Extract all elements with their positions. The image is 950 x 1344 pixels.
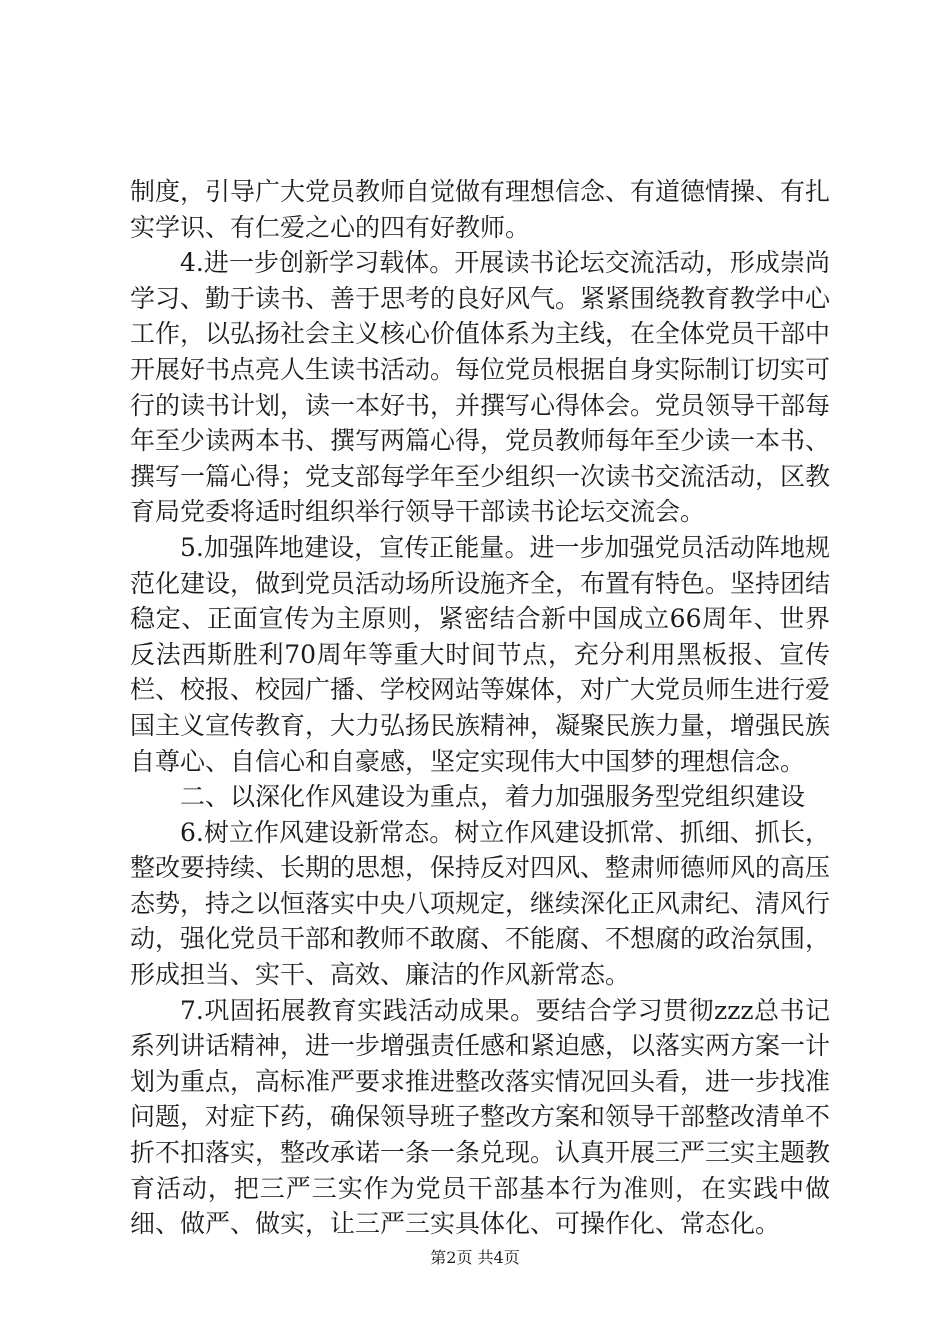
document-body xyxy=(130,174,830,1242)
paragraph-item-6: 6.树立作风建设新常态。树立作风建设抓常、抓细、抓长，整改要持续、长期的思想，保持反对四风、整肃师德师风的高压态势，持之以恒落实中央八项规定，继续深化正风肃纪、清风行动，强化党员干部和教师不敢腐、不能腐、不想腐的政治氛围，形成担当、实干、高效、廉洁的作风新常态。 xyxy=(130,817,831,990)
paragraph-item-7: 7.巩固拓展教育实践活动成果。要结合学习贯彻zzz总书记系列讲话精神，进一步增强责任感和紧迫感，以落实两方案一计划为重点，高标准严要求推进整改落实情况回头看，进一步找准问题，对症下药，确保领导班子整改方案和领导干部整改清单不折不扣落实，整改承诺一条一条兑现。认真开展三严三实主题教育活动，把三严三实作为党员干部基本行为准则，在实践中做细、做严、做实，让三严三实具体化、可操作化、常态化。 xyxy=(130,995,831,1239)
paragraph-continuation: 制度，引导广大党员教师自觉做有理想信念、有道德情操、有扎实学识、有仁爱之心的四有好教师。 xyxy=(130,177,831,242)
paragraph-item-5: 5.加强阵地建设，宣传正能量。进一步加强党员活动阵地规范化建设，做到党员活动场所设施齐全，布置有特色。坚持团结稳定、正面宣传为主原则，紧密结合新中国成立66周年、世界反法西斯胜利70周年等重大时间节点，充分利用黑板报、宣传栏、校报、校园广播、学校网站等媒体，对广大党员师生进行爱国主义宣传教育，大力弘扬民族精神，凝聚民族力量，增强民族自尊心、自信心和自豪感，坚定实现伟大中国梦的理想信念。 xyxy=(130,532,831,776)
page-number-footer: 第2页 共4页 xyxy=(430,1248,520,1267)
paragraph-item-4: 4.进一步创新学习载体。开展读书论坛交流活动，形成崇尚学习、勤于读书、善于思考的良好风气。紧紧围绕教育教学中心工作，以弘扬社会主义核心价值体系为主线，在全体党员干部中开展好书点亮人生读书活动。每位党员根据自身实际制订切实可行的读书计划，读一本好书，并撰写心得体会。党员领导干部每年至少读两本书、撰写两篇心得，党员教师每年至少读一本书、撰写一篇心得；党支部每学年至少组织一次读书交流活动，区教育局党委将适时组织举行领导干部读书论坛交流会。 xyxy=(130,248,831,527)
section-heading-2: 二、以深化作风建设为重点，着力加强服务型党组织建设 xyxy=(180,782,806,812)
